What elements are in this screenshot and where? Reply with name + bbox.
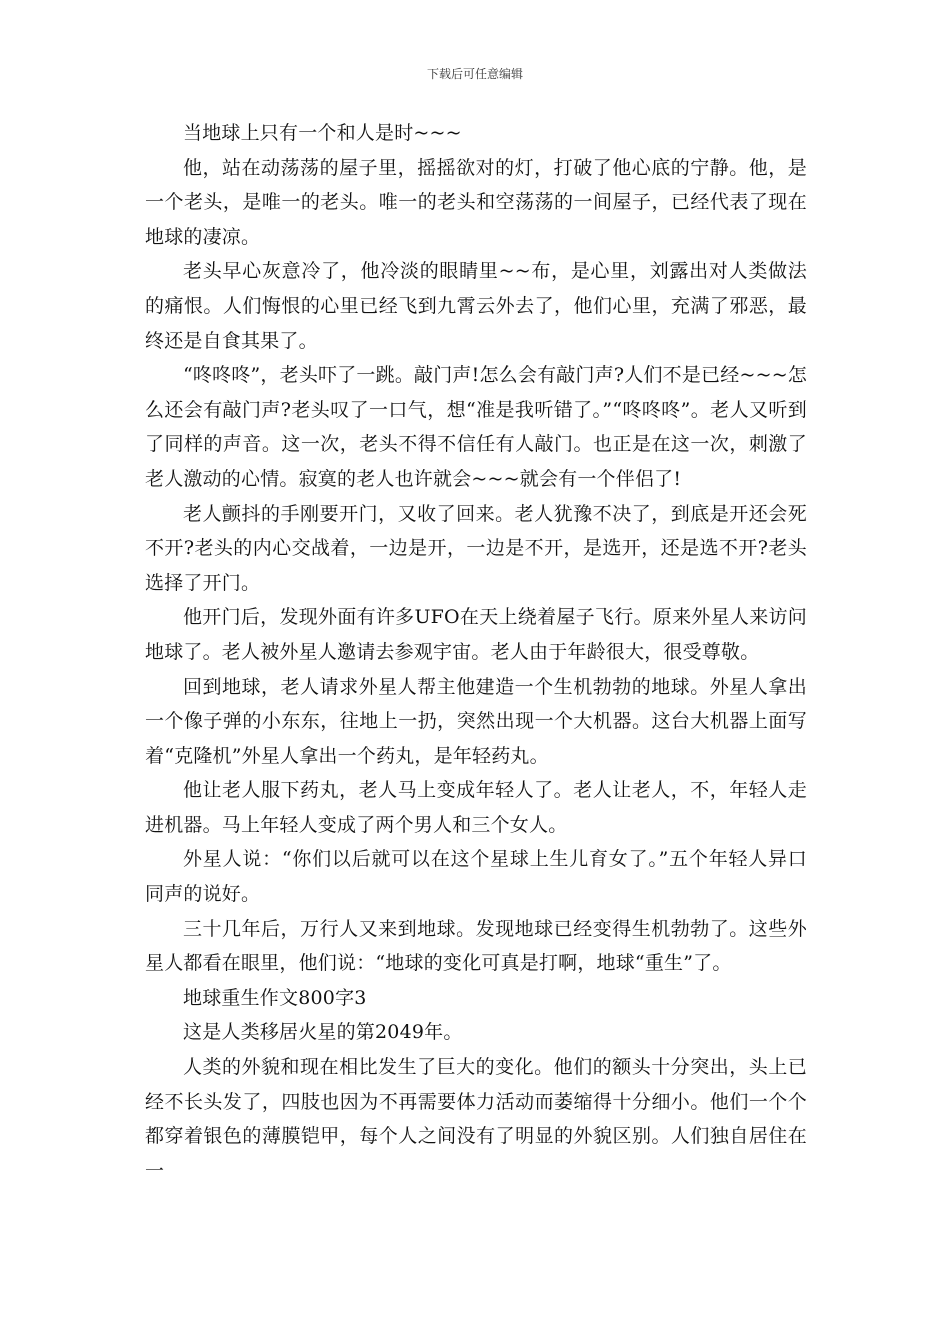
paragraph: 人类的外貌和现在相比发生了巨大的变化。他们的额头十分突出，头上已经不长头发了，四肢也因为不再需要体力活动而萎缩得十分细小。他们一个个都穿着银色的薄膜铠甲，每个人之间没有了明显的外貌区别。人们独自居住在一	[145, 1056, 807, 1182]
section-heading: 地球重生作文800字3	[183, 986, 367, 1009]
paragraph: 他开门后，发现外面有许多UFO在天上绕着屋子飞行。原来外星人来访问地球了。老人被外星人邀请去参观宇宙。老人由于年龄很大，很受尊敬。	[145, 606, 807, 663]
document-body	[145, 116, 807, 1188]
paragraph: 老人颤抖的手刚要开门，又收了回来。老人犹豫不决了，到底是开还会死不开?老头的内心交战着，一边是开，一边是不开，是选开，还是选不开?老头选择了开门。	[145, 502, 807, 594]
paragraph: 这是人类移居火星的第2049年。	[183, 1021, 463, 1044]
paragraph: 老头早心灰意冷了，他冷淡的眼睛里~~布，是心里，刘露出对人类做法的痛恨。人们悔恨的心里已经飞到九霄云外去了，他们心里，充满了邪恶，最终还是自食其果了。	[145, 260, 807, 352]
paragraph: “咚咚咚”，老头吓了一跳。敲门声!怎么会有敲门声?人们不是已经~~~怎么还会有敲门声?老头叹了一口气，想“准是我听错了。”“咚咚咚”。老人又听到了同样的声音。这一次，老头不得不信任有人敲门。也正是在这一次，刺激了老人激动的心情。寂寞的老人也许就会~~~就会有一个伴侣了!	[145, 364, 808, 490]
paragraph: 三十几年后，万行人又来到地球。发现地球已经变得生机勃勃了。这些外星人都看在眼里，他们说：“地球的变化可真是打啊，地球“重生”了。	[145, 917, 807, 975]
paragraph: 外星人说：“你们以后就可以在这个星球上生儿育女了。”五个年轻人异口同声的说好。	[145, 848, 807, 906]
paragraph: 他让老人服下药丸，老人马上变成年轻人了。老人让老人，不，年轻人走进机器。马上年轻人变成了两个男人和三个女人。	[145, 779, 807, 836]
paragraph-title: 当地球上只有一个和人是时~~~	[183, 122, 462, 144]
paragraph: 回到地球，老人请求外星人帮主他建造一个生机勃勃的地球。外星人拿出一个像子弹的小东东，往地上一扔，突然出现一个大机器。这台大机器上面写着“克隆机”外星人拿出一个药丸，是年轻药丸。	[145, 675, 807, 767]
paragraph: 他，站在动荡荡的屋子里，摇摇欲对的灯，打破了他心底的宁静。他，是一个老头，是唯一的老头。唯一的老头和空荡荡的一间屋子，已经代表了现在地球的凄凉。	[145, 156, 807, 248]
page-header: 下载后可任意编辑	[426, 67, 523, 81]
